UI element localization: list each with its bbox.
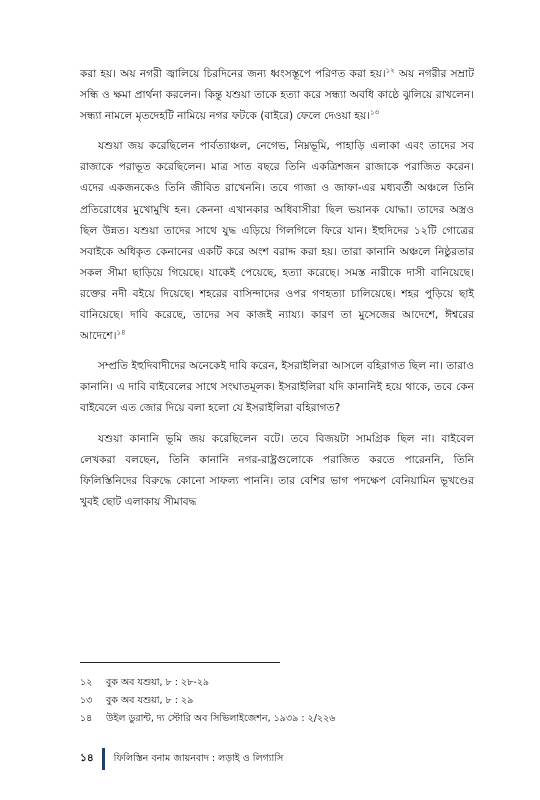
footer-divider-bar [102,748,105,770]
footnote-number: ১৩ [80,695,93,706]
paragraph-text: যশুয়া কানানি ভূমি জয় করেছিলেন বটে। তবে বিজয়টা সামগ্রিক ছিল না। বাইবেল লেখকরা বলছেন, তিনি কানানি নগর-রাষ্ট্রগুলোকে পরাজিত করতে পারেননি, তিনি ফিলিস্তিনিদের বিরুদ্ধে কোনো সাফল্য পাননি। তার বেশির ভাগ পদক্ষেপ বেনিয়ামিন ভূখণ্ডের খুবই ছোট এলাকায় সীমাবদ্ধ [80,432,474,508]
paragraph-text: সম্প্রতি ইহুদিবাদীদের অনেকেই দাবি করেন, ইসরাইলিরা আসলে বহিরাগত ছিল না। তারাও কানানি। এ দাবি বাইবেলের সাথে সংঘাতমূলক। ইসরাইলিরা যদি কানানিই হয়ে থাকে, তবে কেন বাইবেলে এত জোর দিয়ে বলা হলো যে ইসরাইলিরা বহিরাগত? [80,360,474,415]
running-title: ফিলিস্তিন বনাম জায়নবাদ : লড়াই ও লিগ্যাসি [113,752,284,764]
paragraph-text: অয় নগরীর সম্রাট সন্ধি ও ক্ষমা প্রার্থনা করলেন। কিন্তু যশুয়া তাকে হত্যা করে সন্ধ্যা অবধি কাষ্ঠে ঝুলিয়ে রাখলেন। সন্ধ্যা নামলে মৃতদেহটি নামিয়ে নগর ফটকে (বাইরে) ফেলে দেওয়া হয়। [80,68,474,123]
footnote-rule [80,662,280,663]
body-text [80,64,474,522]
page-number: ১৪ [80,751,94,764]
footnote-item [80,692,480,710]
footnote-ref: ১৪ [116,328,126,337]
footnote-ref: ১৩ [369,108,380,117]
footnote-item [80,674,480,692]
paragraph [80,356,474,419]
footnote-text: উইল ডুরান্ট, দ্য স্টোরি অব সিভিলাইজেশন, ১৯৩৯ : ২/২২৬ [106,713,336,724]
paragraph [80,429,474,513]
page-footer [80,748,283,770]
footnote-ref: ১২ [385,66,395,75]
paragraph [80,64,474,127]
paragraph-text: যশুয়া জয় করেছিলেন পার্বত্যাঞ্চল, নেগেভ, নিম্নভূমি, পাহাড়ি এলাকা এবং তাদের সব রাজাকে পরাভূত করেছিলেন। মাত্র সাত বছরে তিনি একত্রিশজন রাজাকে পরাজিত করেন। এদের একজনকেও তিনি জীবিত রাখেননি। তবে গাজা ও জাফা-এর মধ্যবর্তী অঞ্চলে তিনি প্রতিরোধের মুখোমুখি হন। কেননা এখানকার অধিবাসীরা ছিল ভয়ানক যোদ্ধা। তাদের অস্ত্রও ছিল উন্নত। যশুয়া তাদের সাথে যুদ্ধ এড়িয়ে গিলগিলে ফিরে যান। ইহুদিদের ১২টি গোত্রের সবাইকে অধিকৃত কেনানের একটি করে অংশ বরাদ্দ করা হয়। তারা কানানি অঞ্চলে নিষ্ঠুরতার সকল সীমা ছাড়িয়ে গিয়েছে। যাকেই পেয়েছে, হত্যা করেছে। সমস্ত নারীকে দাসী বানিয়েছে। রক্তের নদী বইয়ে দিয়েছে। শহরের বাসিন্দাদের ওপর গণহত্যা চালিয়েছে। শহর পুড়িয়ে ছাই বানিয়েছে। দাবি করেছে, তাদের সব কাজই ন্যায্য। কারণ তা মুসেজের আদেশে, ঈশ্বরের আদেশে। [80,140,474,343]
footnote-item [80,710,480,728]
footnote-text: বুক অব যশুয়া, ৮ : ২৮-২৯ [106,677,210,688]
footnote-text: বুক অব যশুয়া, ৮ : ২৯ [106,695,194,706]
footnote-number: ১২ [80,677,93,688]
paragraph [80,136,474,347]
footnotes [80,674,480,728]
paragraph-text: করা হয়। অয় নগরী জ্বালিয়ে চিরদিনের জন্য ধ্বংসস্তূপে পরিণত করা হয়। [80,68,386,80]
footnote-number: ১৪ [80,713,93,724]
